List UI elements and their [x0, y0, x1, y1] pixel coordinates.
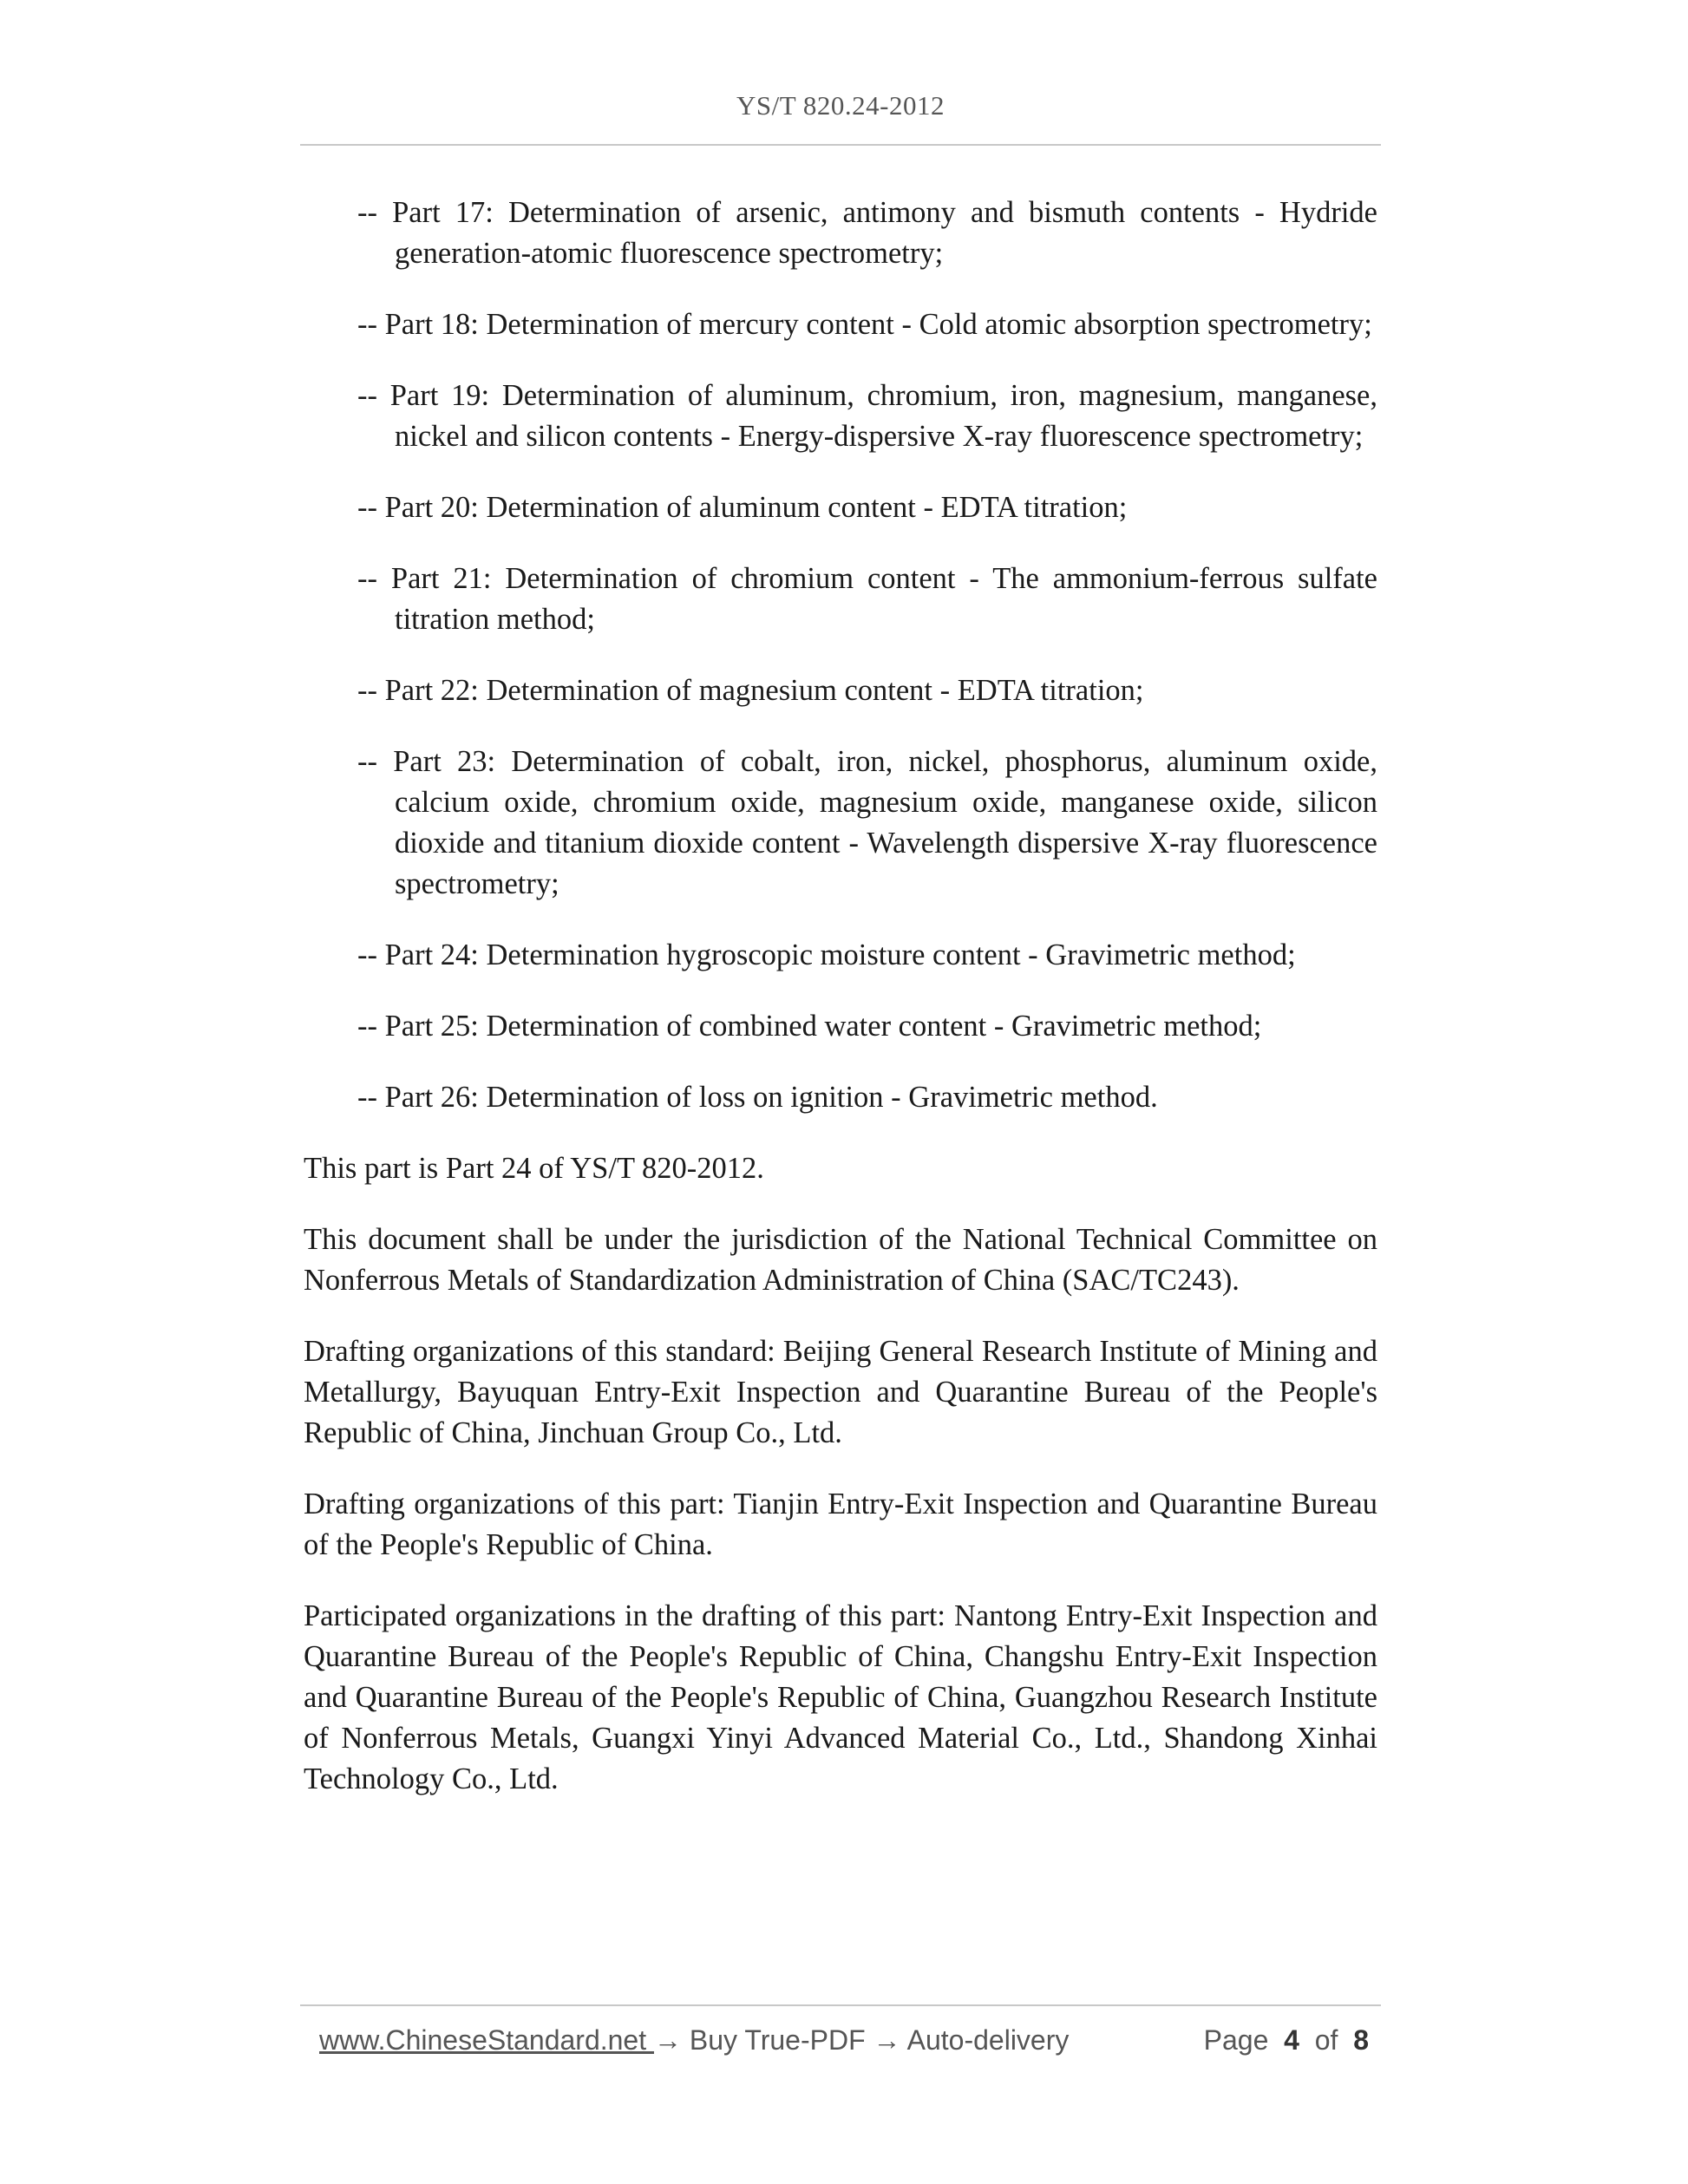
footer-promo	[319, 2024, 1069, 2056]
list-item-part-23: -- Part 23: Determination of cobalt, iron, nickel, phosphorus, aluminum oxide, calcium oxide, chromium oxide, magnesium oxide, manganese oxide, silicon dioxide and titanium dioxide content - Wavelength dispersive X-ray fluorescence spectrometry;	[357, 745, 1377, 900]
page-indicator	[1204, 2024, 1369, 2056]
footer-divider	[300, 2004, 1381, 2006]
page-of-label: of	[1314, 2024, 1338, 2056]
paragraph-jurisdiction: This document shall be under the jurisdiction of the National Technical Committee on Nonferrous Metals of Standardization Administration of China (SAC/TC243).	[304, 1223, 1377, 1297]
page-label: Page	[1203, 2024, 1269, 2056]
list-item-part-18: -- Part 18: Determination of mercury content - Cold atomic absorption spectrometry;	[357, 308, 1372, 341]
paragraph-standard-drafters: Drafting organizations of this standard: Beijing General Research Institute of Mining and Metallurgy, Bayuquan Entry-Exit Inspection and Quarantine Bureau of the People's Republic of China, Jinchuan Group Co., Ltd.	[304, 1335, 1377, 1449]
footer-promo-text: → Buy True-PDF → Auto-delivery	[654, 2024, 1070, 2056]
list-item-part-24: -- Part 24: Determination hygroscopic moisture content - Gravimetric method;	[357, 938, 1296, 971]
page-current: 4	[1284, 2024, 1299, 2056]
list-item-part-20: -- Part 20: Determination of aluminum content - EDTA titration;	[357, 491, 1128, 524]
website-link[interactable]: www.ChineseStandard.net	[319, 2024, 654, 2056]
list-item-part-25: -- Part 25: Determination of combined water content - Gravimetric method;	[357, 1010, 1262, 1043]
page-total: 8	[1353, 2024, 1369, 2056]
header-divider	[300, 144, 1381, 146]
list-item-part-17: -- Part 17: Determination of arsenic, antimony and bismuth contents - Hydride generation-atomic fluorescence spectrometry;	[357, 196, 1377, 270]
page-footer	[319, 2024, 1369, 2056]
page-body	[304, 193, 1377, 1830]
paragraph-participants: Participated organizations in the drafting of this part: Nantong Entry-Exit Inspection and Quarantine Bureau of the People's Republic of China, Changshu Entry-Exit Inspection and Quarantine Bureau of the People's Republic of China, Guangzhou Research Institute of Nonferrous Metals, Guangxi Yinyi Advanced Material Co., Ltd., Shandong Xinhai Technology Co., Ltd.	[304, 1599, 1377, 1795]
list-item-part-26: -- Part 26: Determination of loss on ignition - Gravimetric method.	[357, 1081, 1158, 1114]
list-item-part-22: -- Part 22: Determination of magnesium content - EDTA titration;	[357, 674, 1144, 707]
list-item-part-19: -- Part 19: Determination of aluminum, chromium, iron, magnesium, manganese, nickel and silicon contents - Energy-dispersive X-ray fluorescence spectrometry;	[357, 379, 1377, 453]
paragraph-part-statement: This part is Part 24 of YS/T 820-2012.	[304, 1152, 764, 1185]
document-header: YS/T 820.24-2012	[736, 90, 945, 121]
list-item-part-21: -- Part 21: Determination of chromium content - The ammonium-ferrous sulfate titration method;	[357, 562, 1377, 636]
paragraph-part-drafters: Drafting organizations of this part: Tianjin Entry-Exit Inspection and Quarantine Bureau of the People's Republic of China.	[304, 1488, 1377, 1561]
